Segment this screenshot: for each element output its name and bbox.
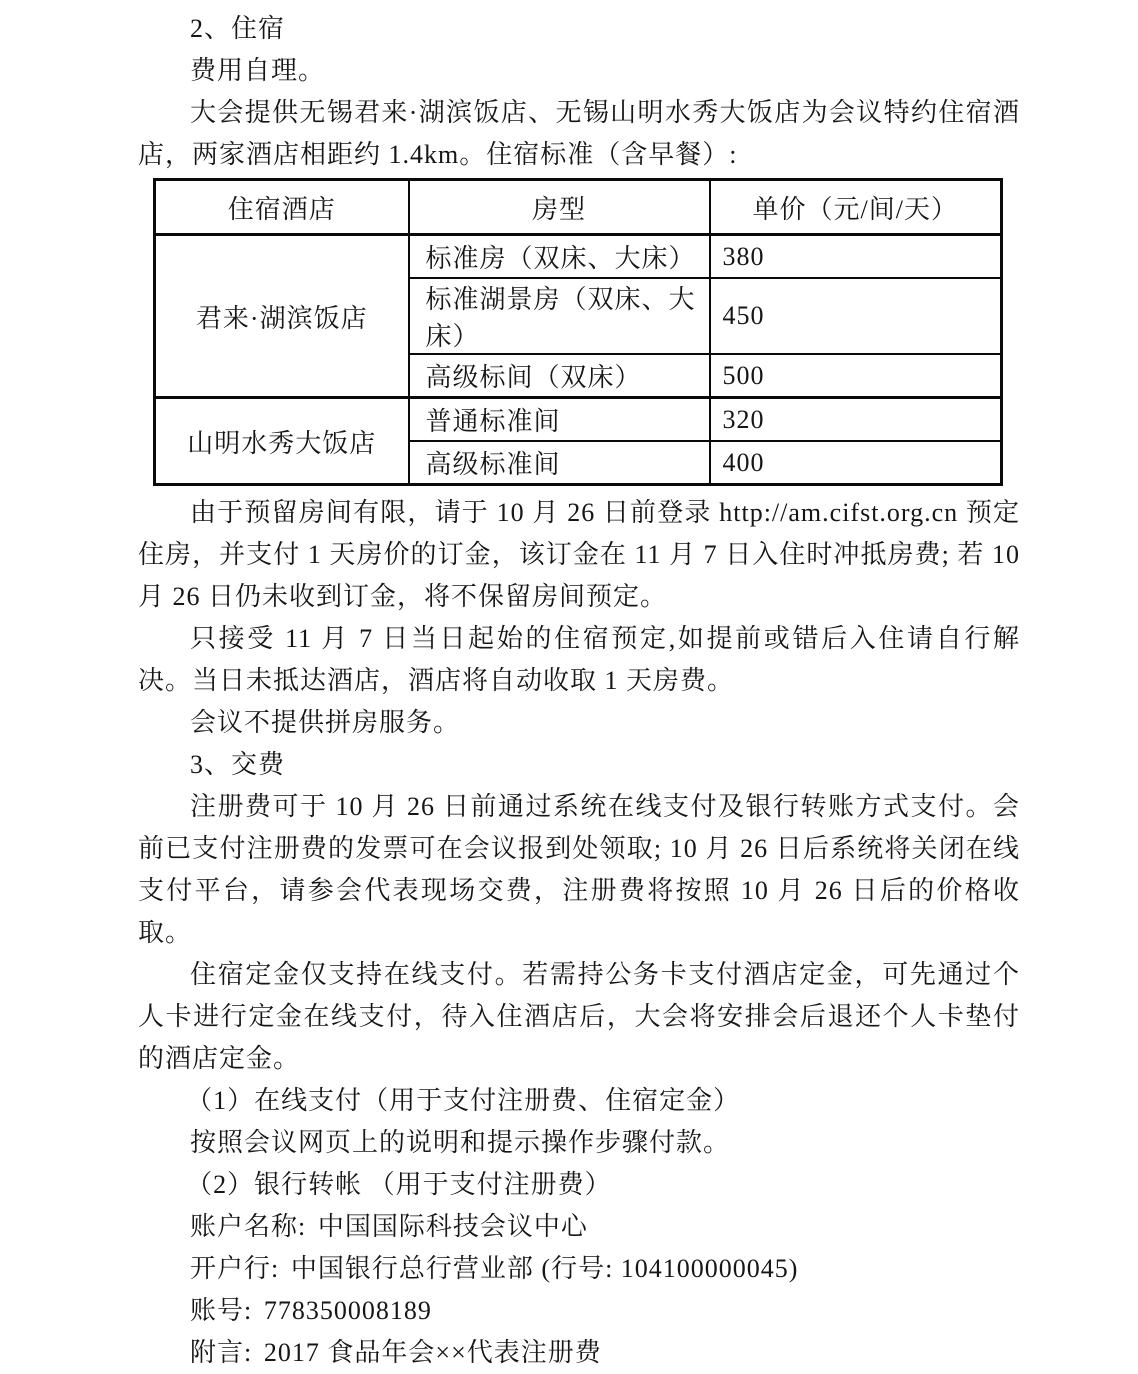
cell-room-type: 高级标准间 [409,441,710,485]
bank-account-name-line [138,1206,1020,1248]
col-header-unit-price: 单价（元/间/天） [710,180,1002,235]
para-online-payment-note: 按照会议网页上的说明和提示操作步骤付款。 [190,1128,731,1157]
subsection-bank-transfer-heading [138,1164,1020,1206]
cell-price: 500 [710,354,1002,398]
bank-memo-line [138,1332,1020,1374]
table-row [155,235,1002,279]
bank-memo-value: 2017 食品年会××代表注册费 [263,1338,602,1367]
cell-room-type: 普通标准间 [409,398,710,442]
bank-account-name-value: 中国国际科技会议中心 [317,1212,588,1241]
section-accommodation-heading: 2、住宿 [190,14,286,43]
cell-room-type: 标准湖景房（双床、大床） [409,278,710,354]
para-hotels-intro: 大会提供无锡君来·湖滨饭店、无锡山明水秀大饭店为会议特约住宿酒店，两家酒店相距约 1.4km。住宿标准（含早餐）: [138,98,1020,169]
bank-branch-line [138,1248,1020,1290]
cell-price: 400 [710,441,1002,485]
para-registration-payment: 注册费可于 10 月 26 日前通过系统在线支付及银行转账方式支付。会前已支付注册费的发票可在会议报到处领取; 10 月 26 日后系统将关闭在线支付平台，请参会代表现场交费，注册费将按照 10 月 26 日后的价格收取。 [138,792,1020,947]
section-payment-heading: 3、交费 [190,750,286,779]
cell-price: 450 [710,278,1002,354]
cell-hotel-shanmingshuixiu: 山明水秀大饭店 [155,398,409,485]
bank-account-name-label: 账户名称: [190,1212,307,1241]
cell-room-type: 高级标间（双床） [409,354,710,398]
para-checkin-rules: 只接受 11 月 7 日当日起始的住宿预定,如提前或错后入住请自行解决。当日未抵达酒店，酒店将自动收取 1 天房费。 [138,624,1020,695]
para-fee-self-pay: 费用自理。 [190,56,326,85]
cell-price: 380 [710,235,1002,279]
bank-account-number-label: 账号: [190,1296,253,1325]
bank-transfer-title: （2）银行转帐 [186,1170,363,1199]
hotel-price-table [153,178,1003,486]
col-header-hotel: 住宿酒店 [155,180,409,235]
bank-transfer-note: （用于支付注册费） [368,1170,612,1199]
table-row [155,398,1002,442]
bank-branch-label: 开户行: [190,1254,280,1283]
bank-account-number-line [138,1290,1020,1332]
para-room-reservation: 由于预留房间有限，请于 10 月 26 日前登录 http://am.cifst.org.cn 预定住房，并支付 1 天房价的订金，该订金在 11 月 7 日入住时冲抵房费; 若 10 月 26 日仍未收到订金，将不保留房间预定。 [138,498,1020,611]
cell-hotel-junlai: 君来·湖滨饭店 [155,235,409,398]
cell-room-type: 标准房（双床、大床） [409,235,710,279]
para-no-room-sharing: 会议不提供拼房服务。 [190,708,461,737]
bank-memo-label: 附言: [190,1338,253,1367]
bank-account-number-value: 778350008189 [263,1296,432,1325]
cell-price: 320 [710,398,1002,442]
col-header-room-type: 房型 [409,180,710,235]
para-deposit-online-only: 住宿定金仅支持在线支付。若需持公务卡支付酒店定金，可先通过个人卡进行定金在线支付，待入住酒店后，大会将安排会后退还个人卡垫付的酒店定金。 [138,960,1020,1073]
bank-branch-value: 中国银行总行营业部 (行号: 104100000045) [290,1254,799,1283]
table-header-row [155,180,1002,235]
subsection-online-payment-heading: （1）在线支付（用于支付注册费、住宿定金） [186,1086,741,1115]
